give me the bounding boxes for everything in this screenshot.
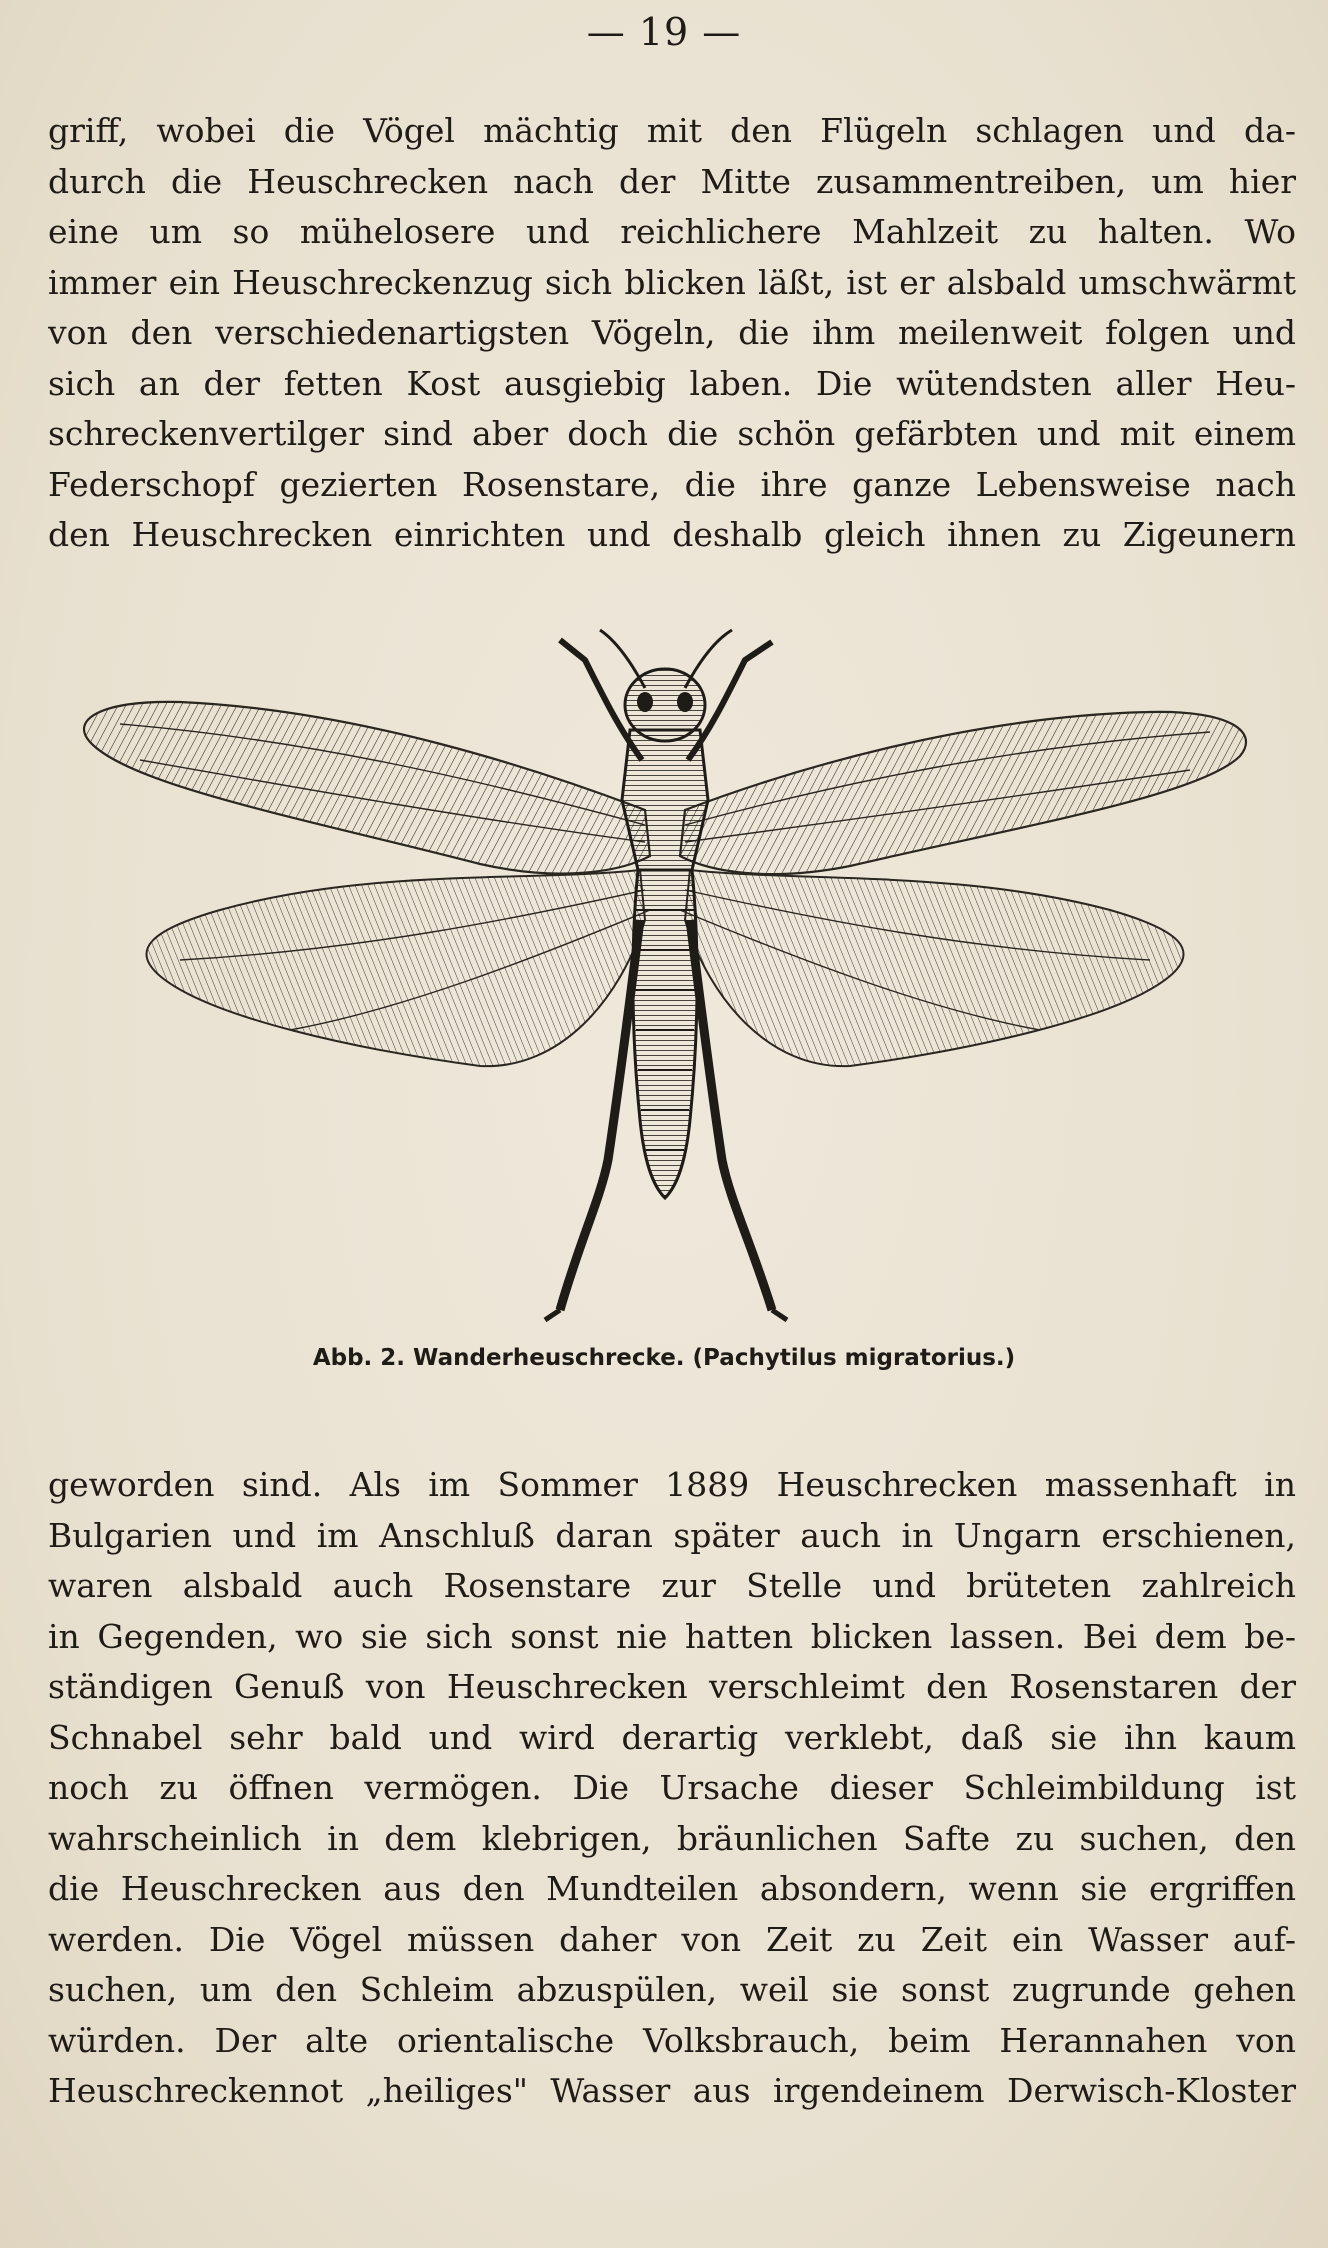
text-line: werden. Die Vögel müssen daher von Zeit zu Zeit ein Wasser auf-: [48, 1919, 1296, 1959]
figure-caption: Abb. 2. Wanderheuschrecke. (Pachytilus migratorius.): [312, 1345, 1016, 1371]
text-line: würden. Der alte orientalische Volksbrauch, beim Herannahen von: [48, 2020, 1296, 2060]
text-line: suchen, um den Schleim abzuspülen, weil sie sonst zugrunde gehen: [48, 1970, 1296, 2009]
right-hind-wing: [685, 870, 1184, 1066]
left-fore-wing: [84, 702, 650, 874]
text-line: Schnabel sehr bald und wird derartig verklebt, daß sie ihn kaum: [48, 1717, 1296, 1757]
text-line: ständigen Genuß von Heuschrecken verschleimt den Rosenstaren der: [48, 1667, 1296, 1706]
page-number: — 19 —: [586, 10, 742, 54]
text-line: Bulgarien und im Anschluß daran später auch in Ungarn erschienen,: [48, 1515, 1296, 1555]
paragraph-top: [48, 106, 1296, 561]
text-line: geworden sind. Als im Sommer 1889 Heuschrecken massenhaft in: [48, 1465, 1296, 1504]
text-line: den Heuschrecken einrichten und deshalb gleich ihnen zu Zigeunern: [48, 515, 1296, 554]
text-line: waren alsbald auch Rosenstare zur Stelle und brüteten zahlreich: [48, 1566, 1296, 1605]
paragraph-bottom: [48, 1460, 1296, 2117]
text-line: schreckenvertilger sind aber doch die schön gefärbten und mit einem: [48, 414, 1296, 453]
locust-illustration: [60, 620, 1270, 1330]
text-line: wahrscheinlich in dem klebrigen, bräunlichen Safte zu suchen, den: [48, 1818, 1296, 1858]
text-line: immer ein Heuschreckenzug sich blicken läßt, ist er alsbald umschwärmt: [48, 262, 1296, 302]
locust-abdomen: [633, 870, 697, 1198]
text-line: noch zu öffnen vermögen. Die Ursache dieser Schleimbildung ist: [48, 1768, 1296, 1807]
left-hind-wing: [147, 870, 646, 1066]
text-line: griff, wobei die Vögel mächtig mit den Flügeln schlagen und da-: [48, 111, 1296, 150]
text-line: sich an der fetten Kost ausgiebig laben. Die wütendsten aller Heu-: [48, 363, 1296, 403]
text-line: Heuschreckennot „heiliges" Wasser aus irgendeinem Derwisch-Kloster: [48, 2071, 1296, 2110]
text-line: eine um so mühelosere und reichlichere Mahlzeit zu halten. Wo: [48, 212, 1296, 251]
text-line: von den verschiedenartigsten Vögeln, die ihm meilenweit folgen und: [48, 313, 1296, 352]
locust-thorax: [622, 730, 708, 870]
text-line: durch die Heuschrecken nach der Mitte zusammentreiben, um hier: [48, 161, 1296, 201]
text-line: Federschopf gezierten Rosenstare, die ihre ganze Lebensweise nach: [48, 464, 1296, 504]
text-line: die Heuschrecken aus den Mundteilen absondern, wenn sie ergriffen: [48, 1869, 1296, 1908]
text-line: in Gegenden, wo sie sich sonst nie hatten blicken lassen. Bei dem be-: [48, 1616, 1296, 1656]
locust-engraving: [60, 620, 1270, 1330]
